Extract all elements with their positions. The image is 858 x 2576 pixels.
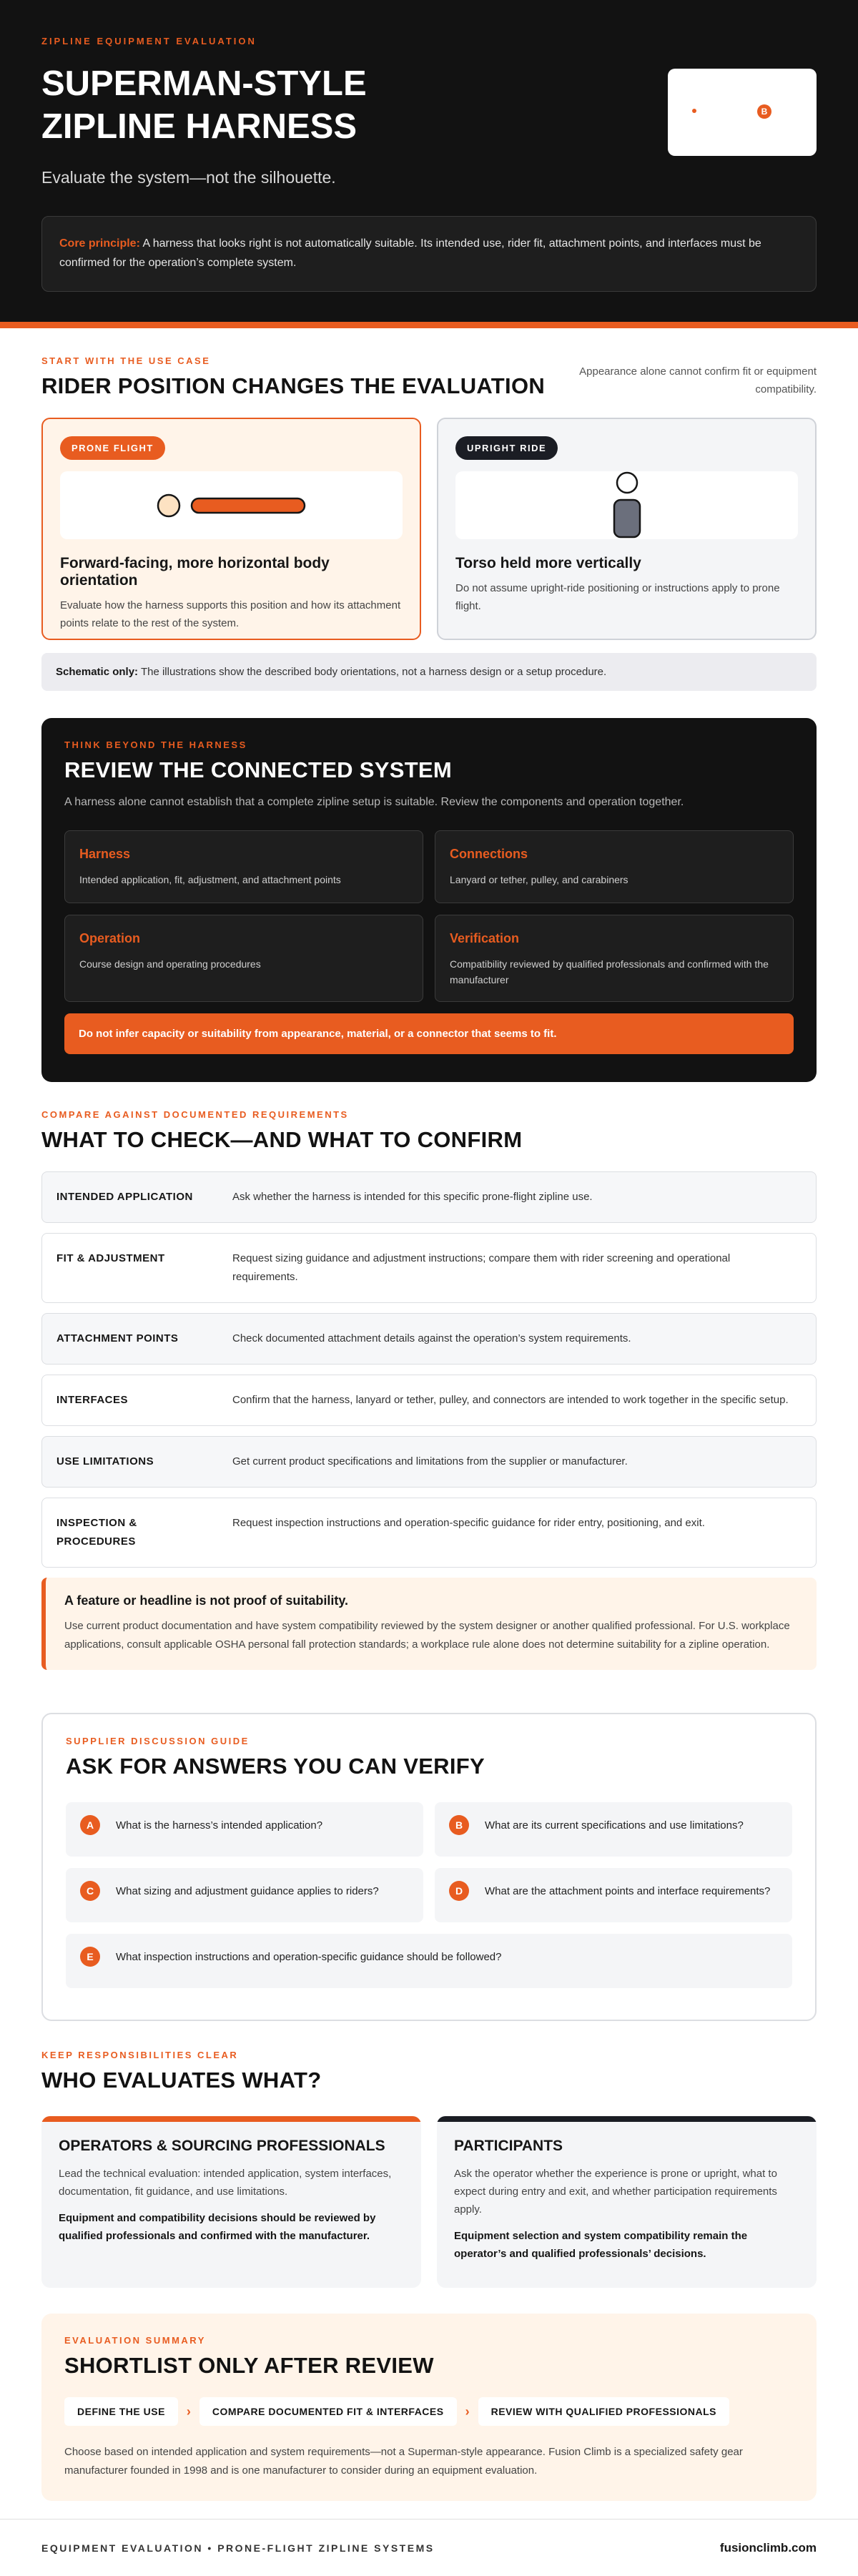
prone-flight-pill: PRONE FLIGHT [60,436,165,460]
check-key: INTENDED APPLICATION [56,1191,193,1203]
system-warning: Do not infer capacity or suitability from appearance, material, or a connector that seems to fit. [64,1013,794,1054]
participants-accent-bar [437,2116,817,2122]
operators-strong: Equipment and compatibility decisions should be reviewed by qualified professionals and confirmed with the manufacturer. [59,2212,376,2242]
question-letter: C [80,1881,100,1901]
check-list [41,1171,817,1568]
schematic-text: The illustrations show the described body orientations, not a harness design or a setup procedure. [140,666,607,678]
question-grid [66,1802,792,1988]
participants-title: PARTICIPANTS [454,2138,563,2154]
operators-card [41,2116,421,2288]
summary-eyebrow: EVALUATION SUMMARY [64,2335,206,2346]
question-text: What are the attachment points and interface requirements? [485,1885,771,1897]
operators-text: Lead the technical evaluation: intended application, system interfaces, documentation, fit guidance, and use limitations. [59,2168,392,2198]
list-item [435,1802,792,1857]
system-card-text: Course design and operating procedures [79,958,261,970]
system-card-connections [435,830,794,903]
system-card-title: Operation [79,931,141,945]
supplier-eyebrow: SUPPLIER DISCUSSION GUIDE [66,1736,250,1746]
upright-ride-pill: UPRIGHT RIDE [455,436,558,460]
operators-accent-bar [41,2116,421,2122]
prone-flight-card [41,418,421,640]
hero-badge: B [757,104,771,119]
check-value: Confirm that the harness, lanyard or tether, pulley, and connectors are intended to work together in the specific setup. [232,1394,789,1406]
question-text: What inspection instructions and operation-specific guidance should be followed? [116,1951,502,1963]
question-letter: D [449,1881,469,1901]
system-card-text: Compatibility reviewed by qualified professionals and confirmed with the manufacturer [450,958,769,985]
participants-card [437,2116,817,2288]
callout-text: Use current product documentation and have system compatibility reviewed by the system designer or another qualified professional. For U.S. workplace applications, consult applicable OSHA personal fall protection standards; a workplace rule alone does not determine suitability for a zipline operation. [64,1620,790,1651]
check-value: Check documented attachment details against the operation’s system requirements. [232,1332,631,1344]
upright-heading: Torso held more vertically [455,555,641,571]
system-desc: A harness alone cannot establish that a complete zipline setup is suitable. Review the components and operation together. [64,796,684,808]
check-value: Request sizing guidance and adjustment instructions; compare them with rider screening and operational requirements. [232,1252,731,1283]
step-define: DEFINE THE USE [64,2397,178,2426]
prone-illustration [60,471,403,539]
table-row [41,1233,817,1303]
prone-heading: Forward-facing, more horizontal body orientation [60,555,330,589]
core-principle-text: A harness that looks right is not automatically suitable. Its intended use, rider fit, attachment points, and interfaces must be confirmed for the operation’s complete system. [59,237,761,269]
list-item [435,1868,792,1922]
system-cards [64,830,794,1002]
system-card-text: Lanyard or tether, pulley, and carabiners [450,874,628,885]
check-value: Ask whether the harness is intended for this specific prone-flight zipline use. [232,1191,593,1203]
question-text: What is the harness’s intended application? [116,1819,323,1832]
dot-icon [692,109,696,113]
usecase-section [0,328,858,691]
usecase-eyebrow: START WITH THE USE CASE [41,355,211,366]
list-item [66,1934,792,1988]
system-card-harness [64,830,423,903]
question-letter: A [80,1815,100,1835]
supplier-guide-section [41,1713,817,2021]
system-card-title: Connections [450,847,528,861]
supplier-title: ASK FOR ANSWERS YOU CAN VERIFY [66,1754,485,1779]
upright-illustration [455,471,798,539]
system-card-operation [64,915,423,1002]
prone-text: Evaluate how the harness supports this position and how its attachment points relate to the rest of the system. [60,599,401,629]
upright-ride-card [437,418,817,640]
upright-body-icon [455,471,801,539]
suitability-callout [41,1578,817,1670]
hero-section [0,0,858,322]
page-title: SUPERMAN-STYLE ZIPLINE HARNESS [41,64,367,146]
system-card-text: Intended application, fit, adjustment, and attachment points [79,874,341,885]
core-principle-box [41,216,817,292]
chevron-right-icon: › [465,2404,470,2419]
rider-modes [41,418,817,640]
checks-section [0,1082,858,1670]
check-key: INTERFACES [56,1394,129,1406]
question-letter: E [80,1947,100,1967]
summary-text: Choose based on intended application and system requirements—not a Superman-style appearance. Fusion Climb is a specialized safety gear manufacturer founded in 1998 and is one manufacturer to consider during an equipment evaluation. [64,2446,743,2477]
check-key: FIT & ADJUSTMENT [56,1252,165,1264]
step-compare: COMPARE DOCUMENTED FIT & INTERFACES [199,2397,457,2426]
schematic-note [41,653,817,691]
table-row [41,1313,817,1365]
operators-title: OPERATORS & SOURCING PROFESSIONALS [59,2138,385,2154]
who-cards [41,2116,817,2288]
question-text: What sizing and adjustment guidance applies to riders? [116,1885,379,1897]
participants-strong: Equipment selection and system compatibility remain the operator’s and qualified professionals’ decisions. [454,2230,748,2260]
hero-eyebrow: ZIPLINE EQUIPMENT EVALUATION [41,36,257,46]
system-card-title: Harness [79,847,131,861]
check-key: ATTACHMENT POINTS [56,1332,179,1344]
core-principle-label: Core principle: [59,237,140,250]
summary-title: SHORTLIST ONLY AFTER REVIEW [64,2353,434,2378]
question-letter: B [449,1815,469,1835]
schematic-label: Schematic only: [56,666,139,678]
checks-eyebrow: COMPARE AGAINST DOCUMENTED REQUIREMENTS [41,1109,349,1120]
hero-illustration-card [668,69,817,156]
chevron-right-icon: › [186,2404,191,2419]
who-title: WHO EVALUATES WHAT? [41,2068,322,2093]
connected-system-section [41,718,817,1082]
check-key: INSPECTION & PROCEDURES [56,1517,137,1548]
prone-body-icon [60,471,405,539]
footer [0,2519,858,2576]
check-value: Get current product specifications and limitations from the supplier or manufacturer. [232,1455,628,1468]
upright-text: Do not assume upright-ride positioning or instructions apply to prone flight. [455,582,780,612]
step-review: REVIEW WITH QUALIFIED PROFESSIONALS [478,2397,729,2426]
usecase-note: Appearance alone cannot confirm fit or equipment compatibility. [579,365,817,395]
list-item [66,1868,423,1922]
footer-label: EQUIPMENT EVALUATION • PRONE-FLIGHT ZIPLINE SYSTEMS [41,2542,435,2554]
callout-title: A feature or headline is not proof of suitability. [64,1593,349,1608]
participants-text: Ask the operator whether the experience is prone or upright, what to expect during entry and exit, and whether participation requirements apply. [454,2168,777,2216]
checks-title: WHAT TO CHECK—AND WHAT TO CONFIRM [41,1127,523,1152]
table-row [41,1171,817,1223]
footer-website-link[interactable]: fusionclimb.com [719,2540,817,2555]
list-item [66,1802,423,1857]
summary-steps [64,2397,794,2426]
responsibilities-section [0,2021,858,2288]
table-row [41,1375,817,1426]
system-card-title: Verification [450,931,520,945]
who-eyebrow: KEEP RESPONSIBILITIES CLEAR [41,2050,239,2060]
hero-subtitle: Evaluate the system—not the silhouette. [41,168,336,187]
system-title: REVIEW THE CONNECTED SYSTEM [64,757,453,782]
table-row [41,1498,817,1568]
summary-section [41,2314,817,2501]
system-card-verification [435,915,794,1002]
question-text: What are its current specifications and use limitations? [485,1819,744,1832]
table-row [41,1436,817,1488]
check-key: USE LIMITATIONS [56,1455,154,1468]
usecase-title: RIDER POSITION CHANGES THE EVALUATION [41,373,546,398]
hero-divider [0,322,858,328]
system-eyebrow: THINK BEYOND THE HARNESS [64,739,247,750]
check-value: Request inspection instructions and operation-specific guidance for rider entry, positioning, and exit. [232,1517,705,1529]
